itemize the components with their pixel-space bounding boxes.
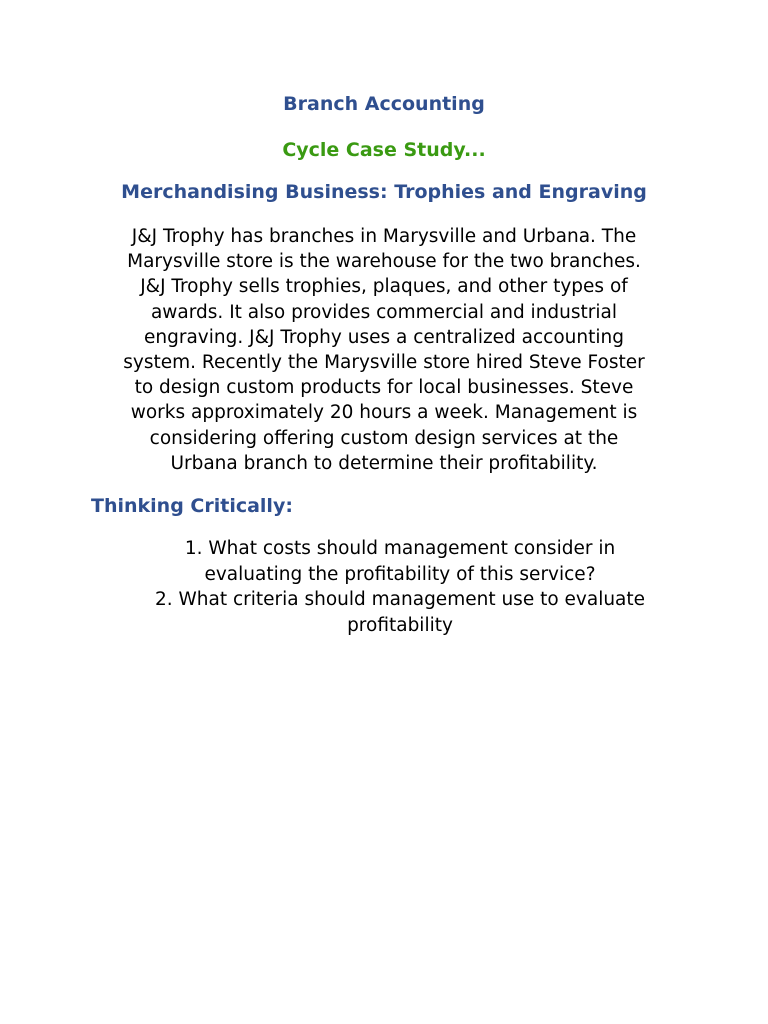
paragraph-line: awards. It also provides commercial and industrial: [150, 301, 618, 323]
question-line: evaluating the profitability of this service?: [204, 563, 596, 585]
paragraph-line: Urbana branch to determine their profitability.: [170, 452, 598, 474]
question-line: 1. What costs should management consider in: [184, 538, 616, 559]
question-list: [120, 536, 680, 638]
paragraph-line: engraving. J&J Trophy uses a centralized accounting: [144, 326, 624, 348]
document-heading: Merchandising Business: Trophies and Engraving: [121, 181, 647, 203]
case-description: [84, 224, 684, 476]
question-line: 2. What criteria should management use to evaluate: [154, 589, 646, 610]
question-item: [120, 587, 680, 638]
question-item: [120, 536, 680, 587]
paragraph-line: Marysville store is the warehouse for the two branches.: [127, 251, 641, 273]
document-subtitle: Cycle Case Study...: [282, 139, 486, 161]
question-line: profitability: [347, 614, 453, 636]
document-title: Branch Accounting: [283, 93, 485, 115]
paragraph-line: works approximately 20 hours a week. Management is: [130, 402, 638, 424]
section-heading: Thinking Critically:: [91, 495, 293, 517]
paragraph-line: J&J Trophy has branches in Marysville and Urbana. The: [131, 226, 637, 247]
paragraph-line: to design custom products for local businesses. Steve: [134, 377, 634, 399]
paragraph-line: system. Recently the Marysville store hired Steve Foster: [123, 352, 645, 374]
paragraph-line: considering offering custom design services at the: [149, 427, 619, 449]
paragraph-line: J&J Trophy sells trophies, plaques, and other types of: [140, 276, 628, 298]
